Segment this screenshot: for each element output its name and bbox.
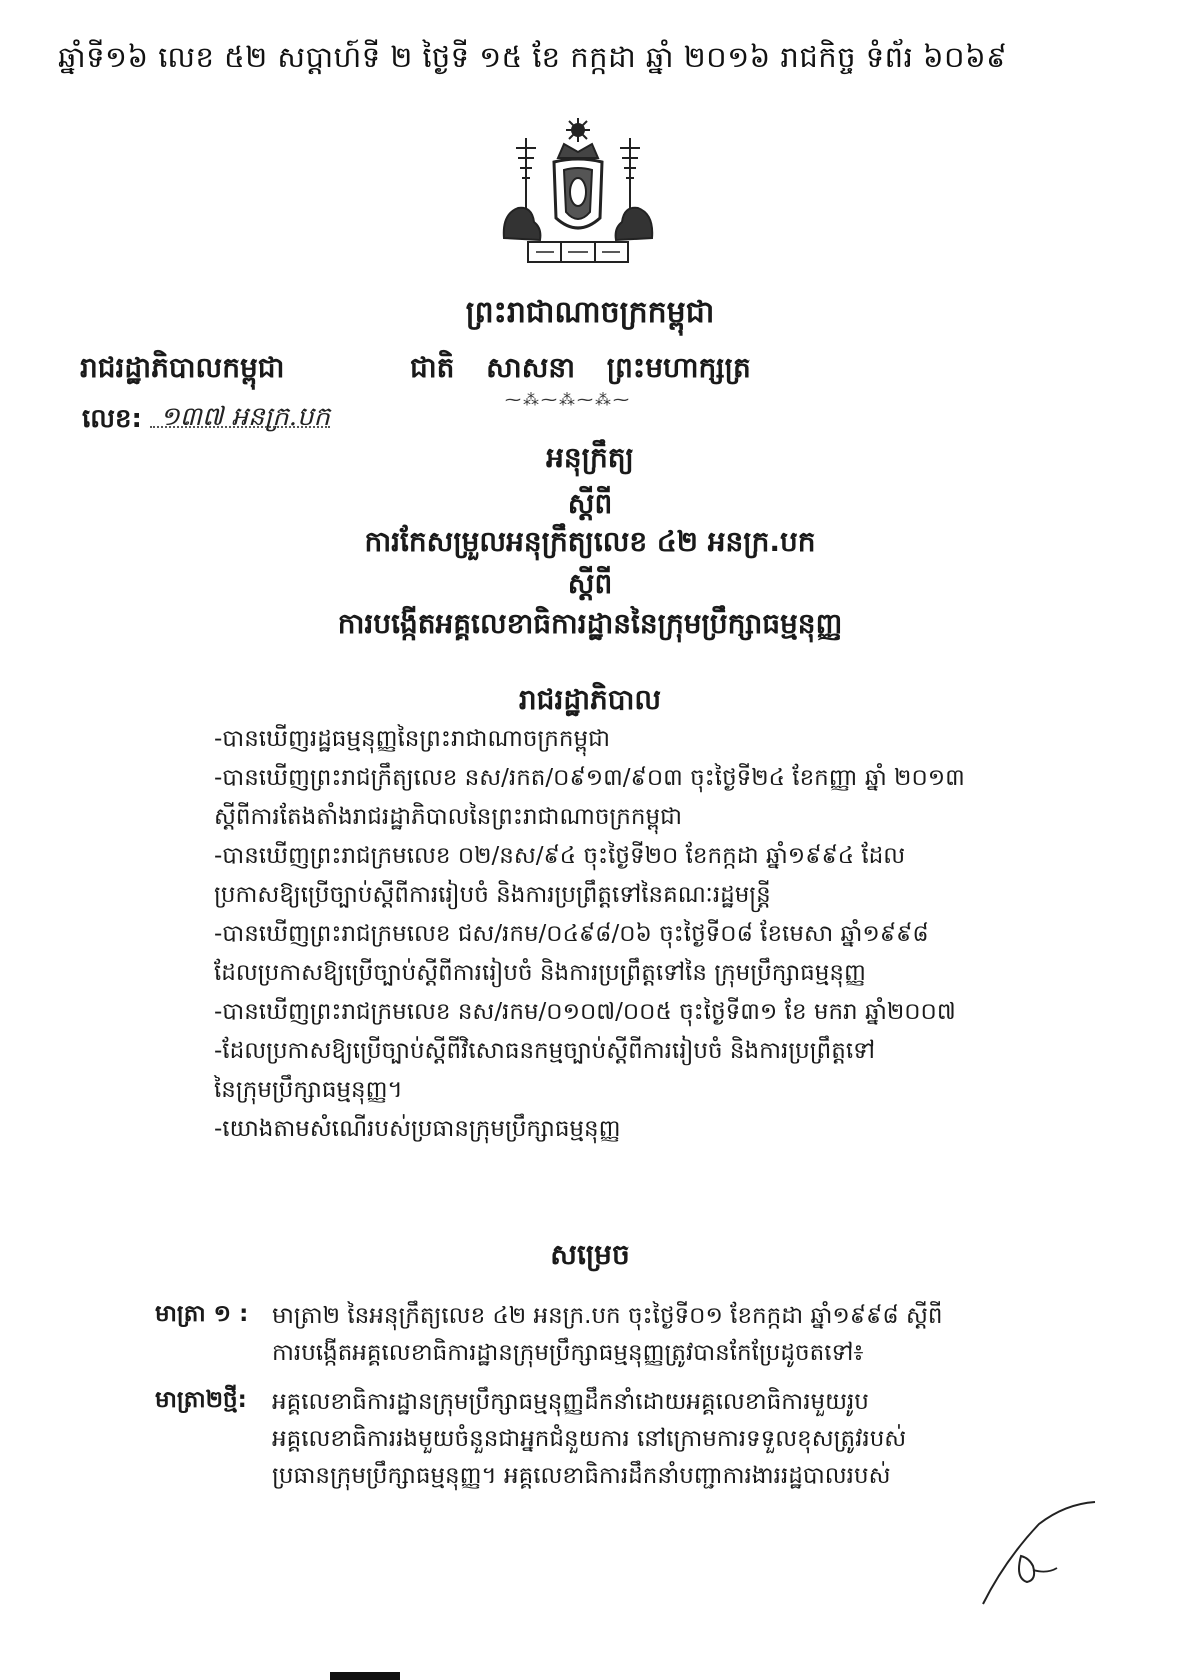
article-line: អគ្គលេខាធិការដ្ឋានក្រុមប្រឹក្សាធម្មនុញ្ញដឹកនាំដោយអគ្គលេខាធិការមួយរូប: [272, 1389, 869, 1415]
doc-number-dotted-line: [150, 426, 330, 428]
authority-heading: រាជរដ្ឋាភិបាល: [518, 683, 662, 716]
article-line: អគ្គលេខាធិការរងមួយចំនួនជាអ្នកជំនួយការ នៅក្រោមការទទួលខុសត្រូវរបស់: [272, 1426, 907, 1452]
article-1-label: មាត្រា ១ :: [155, 1301, 249, 1327]
signature-mark-icon: [975, 1500, 1105, 1610]
doc-number-label: លេខ:: [82, 404, 142, 434]
gazette-header: ឆ្នាំទី១៦ លេខ ៥២ សប្តាហ៍ទី ២ ថ្ងៃទី ១៥ ខែ កក្កដា ឆ្នាំ ២០១៦ រាជកិច្ច ទំព័រ ៦០៦៩: [58, 40, 1008, 74]
article-line: មាត្រា២ នៃអនុក្រឹត្យលេខ ៤២ អនក្រ.បក ចុះថ្ងៃទី០១ ខែកក្កដា ឆ្នាំ១៩៩៨ ស្តីពី: [272, 1303, 943, 1329]
article-2-label: មាត្រា២ថ្មី:: [155, 1387, 247, 1413]
preamble-line: ប្រកាសឱ្យប្រើច្បាប់ស្តីពីការរៀបចំ និងការប្រព្រឹត្តទៅនៃគណៈរដ្ឋមន្ត្រី: [214, 882, 771, 908]
ornament-divider: ⁓⁂⁓⁂⁓⁂⁓: [505, 390, 631, 409]
preamble-line: -យោងតាមសំណើរបស់ប្រធានក្រុមប្រឹក្សាធម្មនុញ្ញ: [214, 1116, 621, 1142]
preamble-line: -បានឃើញព្រះរាជក្រមលេខ ០២/នស/៩៤ ចុះថ្ងៃទី២០ ខែកក្កដា ឆ្នាំ១៩៩៤ ដែល: [214, 843, 906, 869]
title-amendment: ការកែសម្រួលអនុក្រឹត្យលេខ ៤២ អនក្រ.បក: [364, 525, 816, 558]
preamble: [214, 720, 974, 1149]
title-on-2: ស្តីពី: [567, 567, 613, 600]
kingdom-name: ព្រះរាជាណាចក្រកម្ពុជា: [465, 295, 715, 330]
royal-coat-of-arms-icon: [488, 118, 668, 268]
preamble-line: -បានឃើញរដ្ឋធម្មនុញ្ញនៃព្រះរាជាណាចក្រកម្ពុជា: [214, 726, 610, 752]
preamble-line: ស្តីពីការតែងតាំងរាជរដ្ឋាភិបាលនៃព្រះរាជាណាចក្រកម្ពុជា: [214, 804, 682, 830]
preamble-line: -បានឃើញព្រះរាជក្រមលេខ នស/រកម/០១០៧/០០៥ ចុះថ្ងៃទី៣១ ខែ មករា ឆ្នាំ២០០៧: [214, 999, 956, 1025]
preamble-line: -ដែលប្រកាសឱ្យប្រើច្បាប់ស្តីពីវិសោធនកម្មច្បាប់ស្តីពីការរៀបចំ និងការប្រព្រឹត្តទៅ: [214, 1038, 876, 1064]
preamble-line: -បានឃើញព្រះរាជក្រឹត្យលេខ នស/រកត/០៩១៣/៩០៣ ចុះថ្ងៃទី២៤ ខែកញ្ញា ឆ្នាំ ២០១៣: [214, 765, 965, 791]
preamble-line: នៃក្រុមប្រឹក្សាធម្មនុញ្ញ។: [214, 1077, 403, 1103]
article-2-body: [272, 1384, 972, 1495]
title-subject: ការបង្កើតអគ្គលេខាធិការដ្ឋាននៃក្រុមប្រឹក្សាធម្មនុញ្ញ: [337, 607, 843, 640]
article-line: ប្រធានក្រុមប្រឹក្សាធម្មនុញ្ញ។ អគ្គលេខាធិការដឹកនាំបញ្ជាការងាររដ្ឋបាលរបស់: [272, 1463, 891, 1489]
preamble-line: ដែលប្រកាសឱ្យប្រើច្បាប់ស្តីពីការរៀបចំ និងការប្រព្រឹត្តទៅនៃ ក្រុមប្រឹក្សាធម្មនុញ្ញ: [214, 960, 866, 986]
title-subdecree: អនុក្រឹត្យ: [546, 441, 634, 474]
decision-heading: សម្រេច: [550, 1238, 630, 1271]
issuing-government: រាជរដ្ឋាភិបាលកម្ពុជា: [80, 351, 285, 384]
page-bottom-mark: [330, 1672, 400, 1680]
article-1-body: [272, 1298, 972, 1372]
national-motto: ជាតិ សាសនា ព្រះមហាក្សត្រ: [410, 351, 751, 384]
article-line: ការបង្កើតអគ្គលេខាធិការដ្ឋានក្រុមប្រឹក្សាធម្មនុញ្ញត្រូវបានកែប្រែដូចតទៅ៖: [272, 1340, 864, 1366]
title-on: ស្តីពី: [567, 487, 613, 520]
doc-number-value: ១៣៧ អនក្រ.បក: [160, 402, 331, 432]
preamble-line: -បានឃើញព្រះរាជក្រមលេខ ជស/រកម/០៤៩៨/០៦ ចុះថ្ងៃទី០៨ ខែមេសា ឆ្នាំ១៩៩៨: [214, 921, 929, 947]
